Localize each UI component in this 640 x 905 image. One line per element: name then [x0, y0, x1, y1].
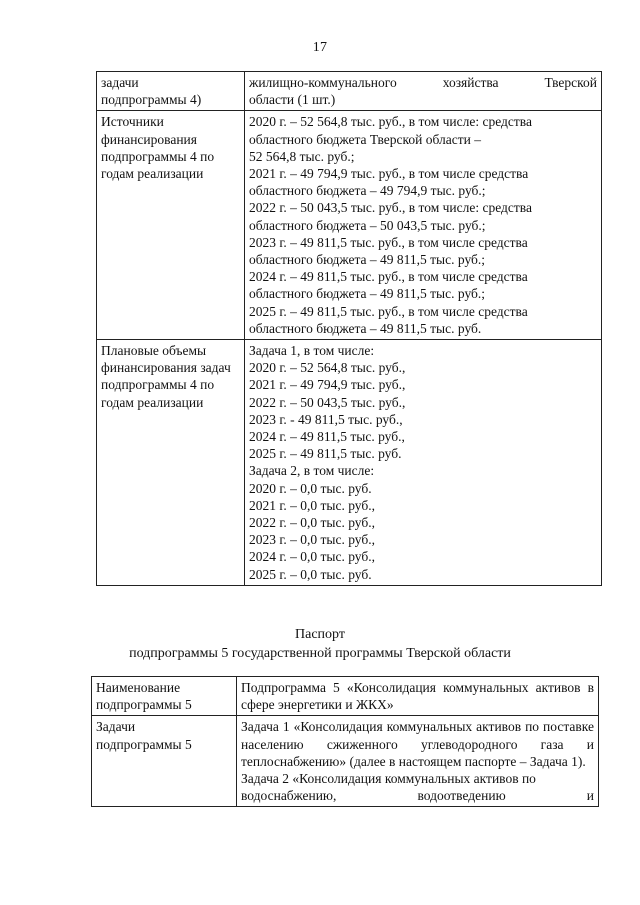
- funding-line: 2024 г. – 49 811,5 тыс. руб., в том числе средства: [249, 269, 528, 285]
- passport-subtitle: подпрограммы 5 государственной программы Тверской области: [129, 646, 511, 661]
- funding-line: 2023 г. – 49 811,5 тыс. руб., в том числе средства: [249, 234, 528, 250]
- planned-funding-line: 2020 г. – 52 564,8 тыс. руб.,: [249, 360, 406, 376]
- planned-funding-label-line: финансирования задач: [101, 360, 231, 376]
- planned-funding-line: 2023 г. - 49 811,5 тыс. руб.,: [249, 411, 403, 427]
- tasks-value-cell: [245, 72, 602, 111]
- tasks-value-word: Тверской: [544, 75, 597, 90]
- subprogram-name-label-cell: [92, 677, 237, 716]
- planned-funding-line: 2024 г. – 0,0 тыс. руб.,: [249, 549, 375, 565]
- funding-line: областного бюджета – 50 043,5 тыс. руб.;: [249, 217, 486, 233]
- subprogram-4-passport-table: [96, 71, 602, 586]
- table-row: [92, 677, 599, 716]
- funding-sources-label-line: финансирования: [101, 131, 197, 147]
- table-row: [92, 716, 599, 807]
- funding-line: областного бюджета – 49 811,5 тыс. руб.;: [249, 286, 486, 302]
- task-2-line: Задача 2 «Консолидация коммунальных активов по: [241, 771, 536, 787]
- planned-funding-line: 2025 г. – 0,0 тыс. руб.: [249, 566, 372, 582]
- funding-sources-label-line: подпрограммы 4 по: [101, 148, 215, 164]
- planned-funding-label-cell: [97, 340, 245, 586]
- passport-heading: [0, 625, 640, 663]
- subprogram-5-passport-table: [91, 676, 599, 807]
- planned-funding-label-line: подпрограммы 4 по: [101, 377, 215, 393]
- tasks-value-line: [249, 74, 597, 91]
- task-2-word: водоснабжению,: [241, 788, 337, 804]
- subprogram-name-value-cell: [237, 677, 599, 716]
- planned-funding-label-line: Плановые объемы: [101, 343, 207, 359]
- subprogram-tasks-label-line: Задачи: [96, 719, 136, 735]
- task-2-word: водоотведению: [417, 788, 506, 804]
- planned-funding-line: 2024 г. – 49 811,5 тыс. руб.,: [249, 429, 405, 445]
- task-2-line: [241, 787, 594, 804]
- planned-funding-line: 2022 г. – 0,0 тыс. руб.,: [249, 515, 375, 531]
- funding-line: 2025 г. – 49 811,5 тыс. руб., в том числе средства: [249, 303, 528, 319]
- subprogram-name-value: Подпрограмма 5 «Консолидация коммунальных активов в сфере энергетики и ЖКХ»: [241, 680, 594, 713]
- page-number: 17: [312, 40, 328, 55]
- funding-line: областного бюджета – 49 794,9 тыс. руб.;: [249, 183, 486, 199]
- funding-line: областного бюджета – 49 811,5 тыс. руб.;: [249, 252, 486, 268]
- tasks-value-line: области (1 шт.): [249, 92, 336, 108]
- funding-line: 52 564,8 тыс. руб.;: [249, 148, 355, 164]
- tasks-label-line: задачи: [101, 75, 139, 90]
- planned-funding-line: 2025 г. – 49 811,5 тыс. руб.: [249, 446, 402, 462]
- subprogram-name-label-line: Наименование: [96, 680, 181, 695]
- funding-sources-label-cell: [97, 111, 245, 340]
- planned-funding-line: Задача 2, в том числе:: [249, 463, 375, 479]
- planned-funding-line: 2022 г. – 50 043,5 тыс. руб.,: [249, 394, 406, 410]
- planned-funding-line: 2023 г. – 0,0 тыс. руб.,: [249, 532, 375, 548]
- subprogram-name-label-line: подпрограммы 5: [96, 697, 192, 713]
- subprogram-tasks-label-cell: [92, 716, 237, 807]
- funding-line: областного бюджета – 49 811,5 тыс. руб.: [249, 320, 482, 336]
- planned-funding-line: 2020 г. – 0,0 тыс. руб.: [249, 480, 372, 496]
- subprogram-tasks-label-line: подпрограммы 5: [96, 736, 192, 752]
- funding-sources-value-cell: [245, 111, 602, 340]
- funding-sources-label-line: Источники: [101, 114, 164, 130]
- funding-sources-label-line: годам реализации: [101, 166, 204, 182]
- funding-line: областного бюджета Тверской области –: [249, 131, 481, 147]
- tasks-label-line: подпрограммы 4): [101, 92, 202, 108]
- planned-funding-label-line: годам реализации: [101, 394, 204, 410]
- planned-funding-value-cell: [245, 340, 602, 586]
- task-1-text: Задача 1 «Консолидация коммунальных активов по поставке населению сжиженного углеводородного газа и теплоснабжению» (далее в настоящем паспорте – Задача 1).: [241, 719, 594, 769]
- funding-line: 2021 г. – 49 794,9 тыс. руб., в том числе средства: [249, 166, 529, 182]
- tasks-value-word: жилищно-коммунального: [249, 75, 397, 90]
- table-row: [97, 340, 602, 586]
- task-2-word: и: [586, 788, 594, 804]
- funding-line: 2020 г. – 52 564,8 тыс. руб., в том числе: средства: [249, 114, 532, 130]
- passport-title: Паспорт: [295, 627, 345, 642]
- planned-funding-line: Задача 1, в том числе:: [249, 343, 375, 359]
- planned-funding-line: 2021 г. – 49 794,9 тыс. руб.,: [249, 377, 406, 393]
- table-row: [97, 72, 602, 111]
- tasks-label-cell: [97, 72, 245, 111]
- funding-line: 2022 г. – 50 043,5 тыс. руб., в том числе: средства: [249, 200, 532, 216]
- subprogram-tasks-value-cell: [237, 716, 599, 807]
- planned-funding-line: 2021 г. – 0,0 тыс. руб.,: [249, 497, 375, 513]
- tasks-value-word: хозяйства: [442, 75, 499, 90]
- table-row: [97, 111, 602, 340]
